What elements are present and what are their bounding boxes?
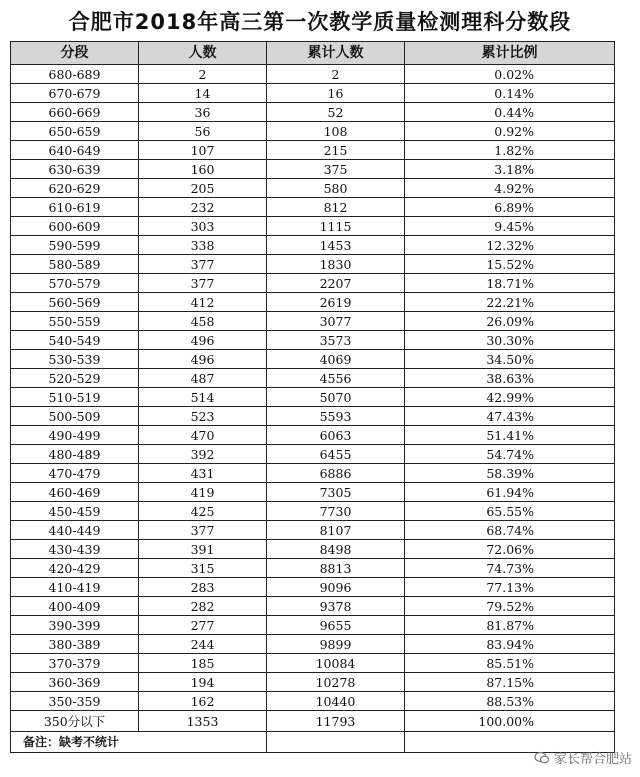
note-row [11, 732, 615, 753]
cumulative-ratio-cell: 47.43% [405, 407, 615, 426]
score-range-cell: 450-459 [11, 502, 139, 521]
cumulative-count-cell: 16 [267, 84, 405, 103]
table-row [11, 312, 615, 331]
table-row [11, 255, 615, 274]
count-cell: 377 [139, 274, 267, 293]
cumulative-count-cell: 215 [267, 141, 405, 160]
score-range-cell: 580-589 [11, 255, 139, 274]
cumulative-count-cell: 6455 [267, 445, 405, 464]
watermark-text: 家长帮合肥站 [553, 752, 632, 767]
score-range-cell: 560-569 [11, 293, 139, 312]
cumulative-count-cell: 1830 [267, 255, 405, 274]
cumulative-count-cell: 6063 [267, 426, 405, 445]
score-range-cell: 410-419 [11, 578, 139, 597]
table-row [11, 635, 615, 654]
score-range-cell: 540-549 [11, 331, 139, 350]
cumulative-count-cell: 3077 [267, 312, 405, 331]
table-header-row [11, 42, 615, 65]
table-row [11, 502, 615, 521]
score-range-cell: 460-469 [11, 483, 139, 502]
cumulative-ratio-cell: 51.41% [405, 426, 615, 445]
table-row [11, 274, 615, 293]
cumulative-ratio-cell: 65.55% [405, 502, 615, 521]
table-row [11, 559, 615, 578]
cumulative-ratio-cell: 3.18% [405, 160, 615, 179]
cumulative-count-cell: 8498 [267, 540, 405, 559]
score-range-cell: 640-649 [11, 141, 139, 160]
watermark [534, 748, 632, 767]
score-range-cell: 360-369 [11, 673, 139, 692]
count-cell: 419 [139, 483, 267, 502]
count-cell: 282 [139, 597, 267, 616]
table-row [11, 483, 615, 502]
score-range-cell: 630-639 [11, 160, 139, 179]
count-cell: 496 [139, 350, 267, 369]
score-range-cell: 670-679 [11, 84, 139, 103]
count-cell: 391 [139, 540, 267, 559]
score-range-cell: 370-379 [11, 654, 139, 673]
count-cell: 303 [139, 217, 267, 236]
cumulative-count-cell: 10278 [267, 673, 405, 692]
table-row [11, 198, 615, 217]
table-row [11, 597, 615, 616]
header-count: 人数 [139, 42, 267, 65]
table-row [11, 407, 615, 426]
count-cell: 458 [139, 312, 267, 331]
cumulative-ratio-cell: 6.89% [405, 198, 615, 217]
cumulative-ratio-cell: 4.92% [405, 179, 615, 198]
total-cumulative: 11793 [267, 711, 405, 732]
count-cell: 412 [139, 293, 267, 312]
header-cumulative-count: 累计人数 [267, 42, 405, 65]
score-range-cell: 470-479 [11, 464, 139, 483]
cumulative-ratio-cell: 83.94% [405, 635, 615, 654]
count-cell: 14 [139, 84, 267, 103]
score-range-cell: 380-389 [11, 635, 139, 654]
count-cell: 392 [139, 445, 267, 464]
cumulative-count-cell: 9899 [267, 635, 405, 654]
table-row [11, 673, 615, 692]
cumulative-ratio-cell: 0.02% [405, 65, 615, 84]
count-cell: 244 [139, 635, 267, 654]
cumulative-count-cell: 10084 [267, 654, 405, 673]
cumulative-ratio-cell: 34.50% [405, 350, 615, 369]
score-range-cell: 500-509 [11, 407, 139, 426]
cumulative-ratio-cell: 18.71% [405, 274, 615, 293]
total-row [11, 711, 615, 732]
cumulative-ratio-cell: 81.87% [405, 616, 615, 635]
count-cell: 470 [139, 426, 267, 445]
score-range-cell: 520-529 [11, 369, 139, 388]
score-range-cell: 550-559 [11, 312, 139, 331]
cumulative-ratio-cell: 88.53% [405, 692, 615, 711]
cumulative-count-cell: 8107 [267, 521, 405, 540]
total-range: 350分以下 [11, 711, 139, 732]
table-row [11, 369, 615, 388]
count-cell: 2 [139, 65, 267, 84]
cumulative-count-cell: 1115 [267, 217, 405, 236]
table-row [11, 388, 615, 407]
score-range-cell: 400-409 [11, 597, 139, 616]
count-cell: 487 [139, 369, 267, 388]
cumulative-ratio-cell: 58.39% [405, 464, 615, 483]
table-row [11, 293, 615, 312]
cumulative-count-cell: 108 [267, 122, 405, 141]
cumulative-count-cell: 5593 [267, 407, 405, 426]
count-cell: 56 [139, 122, 267, 141]
cumulative-ratio-cell: 22.21% [405, 293, 615, 312]
count-cell: 283 [139, 578, 267, 597]
document-title: 合肥市2018年高三第一次教学质量检测理科分数段 [68, 10, 572, 34]
table-row [11, 179, 615, 198]
score-range-cell: 570-579 [11, 274, 139, 293]
cumulative-ratio-cell: 61.94% [405, 483, 615, 502]
count-cell: 496 [139, 331, 267, 350]
count-cell: 36 [139, 103, 267, 122]
count-cell: 185 [139, 654, 267, 673]
note-text: 备注：缺考不统计 [11, 732, 267, 753]
cumulative-count-cell: 580 [267, 179, 405, 198]
header-cumulative-ratio: 累计比例 [405, 42, 615, 65]
count-cell: 205 [139, 179, 267, 198]
table-row [11, 464, 615, 483]
cumulative-ratio-cell: 42.99% [405, 388, 615, 407]
score-range-cell: 350-359 [11, 692, 139, 711]
score-range-cell: 610-619 [11, 198, 139, 217]
cumulative-count-cell: 10440 [267, 692, 405, 711]
count-cell: 425 [139, 502, 267, 521]
table-row [11, 350, 615, 369]
cumulative-ratio-cell: 0.44% [405, 103, 615, 122]
score-distribution-table [10, 41, 615, 753]
table-row [11, 236, 615, 255]
score-range-cell: 600-609 [11, 217, 139, 236]
cumulative-ratio-cell: 15.52% [405, 255, 615, 274]
score-range-cell: 430-439 [11, 540, 139, 559]
cumulative-count-cell: 6886 [267, 464, 405, 483]
cumulative-count-cell: 8813 [267, 559, 405, 578]
cumulative-ratio-cell: 68.74% [405, 521, 615, 540]
count-cell: 107 [139, 141, 267, 160]
header-score-range: 分段 [11, 42, 139, 65]
table-row [11, 103, 615, 122]
count-cell: 377 [139, 521, 267, 540]
table-row [11, 578, 615, 597]
table-row [11, 84, 615, 103]
score-range-cell: 590-599 [11, 236, 139, 255]
score-range-cell: 650-659 [11, 122, 139, 141]
cumulative-ratio-cell: 72.06% [405, 540, 615, 559]
cumulative-ratio-cell: 0.14% [405, 84, 615, 103]
cumulative-count-cell: 812 [267, 198, 405, 217]
cumulative-ratio-cell: 1.82% [405, 141, 615, 160]
cumulative-ratio-cell: 12.32% [405, 236, 615, 255]
table-row [11, 65, 615, 84]
cumulative-count-cell: 1453 [267, 236, 405, 255]
table-row [11, 217, 615, 236]
score-range-cell: 420-429 [11, 559, 139, 578]
count-cell: 277 [139, 616, 267, 635]
cumulative-count-cell: 2207 [267, 274, 405, 293]
cumulative-count-cell: 7730 [267, 502, 405, 521]
table-row [11, 445, 615, 464]
table-row [11, 540, 615, 559]
cumulative-count-cell: 2 [267, 65, 405, 84]
cumulative-count-cell: 5070 [267, 388, 405, 407]
count-cell: 315 [139, 559, 267, 578]
cumulative-ratio-cell: 38.63% [405, 369, 615, 388]
count-cell: 338 [139, 236, 267, 255]
score-range-cell: 390-399 [11, 616, 139, 635]
table-row [11, 331, 615, 350]
cumulative-count-cell: 3573 [267, 331, 405, 350]
table-row [11, 426, 615, 445]
score-range-cell: 660-669 [11, 103, 139, 122]
cumulative-ratio-cell: 30.30% [405, 331, 615, 350]
score-range-cell: 510-519 [11, 388, 139, 407]
cumulative-ratio-cell: 79.52% [405, 597, 615, 616]
wechat-icon [534, 750, 550, 766]
table-row [11, 521, 615, 540]
table-row [11, 122, 615, 141]
score-range-cell: 620-629 [11, 179, 139, 198]
score-range-cell: 490-499 [11, 426, 139, 445]
table-row [11, 160, 615, 179]
cumulative-count-cell: 375 [267, 160, 405, 179]
cumulative-count-cell: 7305 [267, 483, 405, 502]
cumulative-ratio-cell: 54.74% [405, 445, 615, 464]
table-row [11, 141, 615, 160]
cumulative-ratio-cell: 77.13% [405, 578, 615, 597]
cumulative-ratio-cell: 87.15% [405, 673, 615, 692]
table-row [11, 654, 615, 673]
count-cell: 523 [139, 407, 267, 426]
score-range-cell: 680-689 [11, 65, 139, 84]
cumulative-count-cell: 52 [267, 103, 405, 122]
cumulative-ratio-cell: 26.09% [405, 312, 615, 331]
count-cell: 232 [139, 198, 267, 217]
cumulative-ratio-cell: 74.73% [405, 559, 615, 578]
table-body [11, 65, 615, 711]
cumulative-count-cell: 9655 [267, 616, 405, 635]
total-count: 1353 [139, 711, 267, 732]
count-cell: 377 [139, 255, 267, 274]
cumulative-ratio-cell: 9.45% [405, 217, 615, 236]
count-cell: 431 [139, 464, 267, 483]
cumulative-count-cell: 4556 [267, 369, 405, 388]
cumulative-ratio-cell: 0.92% [405, 122, 615, 141]
cumulative-count-cell: 2619 [267, 293, 405, 312]
cumulative-count-cell: 9378 [267, 597, 405, 616]
table-row [11, 616, 615, 635]
cumulative-count-cell: 9096 [267, 578, 405, 597]
count-cell: 514 [139, 388, 267, 407]
total-ratio: 100.00% [405, 711, 615, 732]
table-row [11, 692, 615, 711]
cumulative-ratio-cell: 85.51% [405, 654, 615, 673]
score-range-cell: 530-539 [11, 350, 139, 369]
score-range-cell: 440-449 [11, 521, 139, 540]
count-cell: 162 [139, 692, 267, 711]
score-range-cell: 480-489 [11, 445, 139, 464]
count-cell: 160 [139, 160, 267, 179]
count-cell: 194 [139, 673, 267, 692]
cumulative-count-cell: 4069 [267, 350, 405, 369]
note-blank-cell [267, 732, 405, 753]
